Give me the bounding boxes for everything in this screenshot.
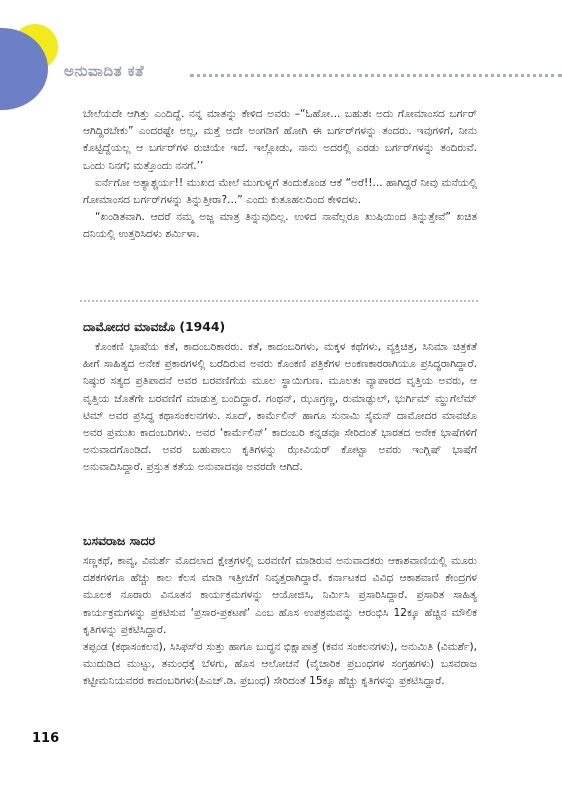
story-paragraph: “ಖಂಡಿತವಾಗಿ. ಆದರೆ ನಮ್ಮ ಅಜ್ಜ ಮಾತ್ರ ತಿನ್ನುವುದಿಲ್ಲ. ಉಳಿದ ನಾವೆಲ್ಲರೂ ಖುಷಿಯಿಂದ ತಿನ್ನುತ್ತೇವೆ” ಖಚಿತ ದನಿಯಲ್ಲಿ ಉತ್ತರಿಸಿದಳು ಶರ್ಮಿಳಾ. [83,211,477,241]
header-dotted-rule [190,74,562,77]
story-paragraph: ಐರ್ನೆಗೋ ಅತ್ಯಾಶ್ಚರ್ಯ!! ಮುಖದ ಮೇಲೆ ಮುಗುಳ್ನಗೆ ತಂದುಕೊಂಡ ಆಕೆ “ಅರೆ!!... ಹಾಗಿದ್ದರೆ ನೀವು ಮನೆಯಲ್ಲಿ ಗೋಮಾಂಸದ ಬರ್ಗರ್‌ಗಳನ್ನು ತಿನ್ನುತ್ತೀರಾ?...” ಎಂದು ಕುತೂಹಲದಿಂದ ಕೇಳಿದಳು. [83,176,477,207]
story-text-block [83,106,477,244]
section-divider [80,300,478,302]
section-header-title: ಅನುವಾದಿತ ಕತೆ [64,62,145,80]
author-name-heading: ದಾಮೋದರ ಮಾವಜೊ (1944) [83,319,226,334]
translator-bio-block [83,532,477,691]
story-paragraph: ಬೇಲೆಯದೇ ಆಗಿತ್ತು ಎಂದಿದ್ದೆ. ನನ್ನ ಮಾತನ್ನು ಕೇಳಿದ ಅವರು –“ಓಹೋ... ಬಹುಶಃ ಅದು ಗೋಮಾಂಸದ ಬರ್ಗರ್ ಆಗಿದ್ದಿರಬೇಕು” ಎಂದರಷ್ಟೇ ಅಲ್ಲ, ಮತ್ತೆ ಅದೇ ಅಂಗಡಿಗೆ ಹೋಗಿ ಈ ಬರ್ಗರ್‌ಗಳನ್ನು ತಂದರು. ಇವುಗಳಿಗೆ, ನೀನು ಕೊಟ್ಟಿದ್ದೆಯಲ್ಲ ಆ ಬರ್ಗರ್‌ಗಳ ರುಚಿಯೇ ಇದೆ. ಇಲ್ಲೋಡು, ನಾನು ಅದರಲ್ಲಿ ಎರಡು ಬರ್ಗರ್‌ಗಳನ್ನು ತಂದಿರುವೆ. ಒಂದು ನಿನಗೆ; ಮತ್ತೊಂದು ನನಗೆ.’’ [83,108,477,172]
translator-bio-text: ತಪ್ಪಂಡ (ಕಥಾಸಂಕಲನ), ಸಿಸಿಫಸ್‌ರ ಸುತ್ತು ಹಾಗೂ ಬುದ್ಧನ ಭಿಕ್ಷಾಪಾತ್ರೆ (ಕವನ ಸಂಕಲನಗಳು), ಅನುಮಿತಿ (ವಿಮರ್ಶೆ), ಮುದುಡಿದ ಮುಟ್ಟು, ತಮಂಧಕ್ಕೆ ಬೆಳಗು, ಹೊಸ ಆಲೋಚನೆ (ವೈಚಾರಿಕ ಪ್ರಬಂಧಗಳ ಸಂಗ್ರಹಗಳು) ಬಸವರಾಜ ಕಟ್ಟೀಮನಿಯವರರ ಕಾದಂಬರಿಗಳು(ಪಿಎಚ್.ಡಿ. ಪ್ರಬಂಧ) ಸೇರಿದಂತೆ 15ಕ್ಕೂ ಹೆಚ್ಚು ಕೃತಿಗಳನ್ನು ಪ್ರಕಟಿಸಿದ್ದಾರೆ. [83,641,477,688]
translator-bio-text: ಸಣ್ಣಕಥೆ, ಕಾವ್ಯ, ವಿಮರ್ಶೆ ಮೊದಲಾದ ಕ್ಷೇತ್ರಗಳಲ್ಲಿ ಬರವಣಿಗೆ ಮಾಡಿರುವ ಅನುವಾದಕರು ಆಕಾಶವಾಣಿಯಲ್ಲಿ ಮೂರು ದಶಕಗಳಿಗೂ ಹೆಚ್ಚು ಕಾಲ ಕೆಲಸ ಮಾಡಿ ಇತ್ತೀಚೆಗೆ ನಿವೃತ್ತರಾಗಿದ್ದಾರೆ. ಕರ್ನಾಟಕದ ವಿವಿಧ ಆಕಾಶವಾಣಿ ಕೇಂದ್ರಗಳ ಮೂಲಕ ನೂರಾರು ವಿನೂತನ ಕಾರ್ಯಕ್ರಮಗಳನ್ನು ಆಯೋಜಿಸಿ, ನಿರ್ಮಿಸಿ ಪ್ರಸಾರಿಸಿದ್ದಾರೆ. ಪ್ರಸಾರಿತ ಸಾಹಿತ್ಯ ಕಾರ್ಯಕ್ರಮಗಳನ್ನು ಪ್ರಕಟಿಸುವ ‘ಪ್ರಸಾರ-ಪ್ರಕಟಣೆ’ ಎಂಬ ಹೊಸ ಉಪಕ್ರಮವನ್ನು ಆರಂಭಿಸಿ 12ಕ್ಕೂ ಹೆಚ್ಚಿನ ಮೌಲಿಕ ಕೃತಿಗಳನ್ನು ಪ್ರಕಟಿಸಿದ್ದಾರೆ. [83,555,477,636]
author-bio-block [83,318,477,477]
author-bio-text: ಕೊಂಕಣಿ ಭಾಷೆಯ ಕತೆ, ಕಾದಂಬರಿಕಾರರು. ಕತೆ, ಕಾದಂಬರಿಗಳು, ಮಕ್ಕಳ ಕಥೆಗಳು, ವ್ಯಕ್ತಿಚಿತ್ರ, ಸಿನಿಮಾ ಚಿತ್ರಕತೆ ಹೀಗೆ ಸಾಹಿತ್ಯದ ಅನೇಕ ಪ್ರಕಾರಗಳಲ್ಲಿ ಬರೆದಿರುವ ಅವರು ಕೊಂಕಣಿ ಪತ್ರಿಕೆಗಳ ಅಂಕಣಕಾರರಾಗಿಯೂ ಪ್ರಸಿದ್ಧರಾಗಿದ್ದಾರೆ. ನಿಷ್ಠುರ ಸತ್ಯದ ಪ್ರತಿಪಾದನೆ ಅವರ ಬರವಣಿಗೆಯ ಮೂಲ ಸ್ಥಾಯಿಗುಣ. ಮೂಲತಃ ವ್ಯಾಪಾರದ ವೃತ್ತಿಯ ಅವರು, ಆ ವೃತ್ತಿಯ ಜೊತೆಗೇ ಬರವಣಿಗೆ ಮಾಡುತ್ತ ಬಂದಿದ್ದಾರೆ. ಗಂಥನ್, ಝೂಗ್ರಣ್ಣ, ರುಮಾಡ್ಫುಲ್, ಭುರ್ಗಿಮ್ ಮ್ಹುಗೆಲೆಮ್ ಟಿಮ್ ಅವರ ಪ್ರಸಿದ್ಧ ಕಥಾಸಂಕಲನಗಳು. ಸೂದ್, ಕಾರ್ಮೆಲಿನ್ ಹಾಗೂ ಸುನಾಮಿ ಸೈಮನ್ ದಾಮೋದರ ಮಾವಜೊ ಅವರ ಪ್ರಮುಖ ಕಾದಂಬರಿಗಳು. ಅವರ ‘ಕಾರ್ಮೆಲಿನ್’ ಕಾದಂಬರಿ ಕನ್ನಡವೂ ಸೇರಿದಂತೆ ಭಾರತದ ಅನೇಕ ಭಾಷೆಗಳಿಗೆ ಅನುವಾದಗೊಂಡಿದೆ. ಅವರ ಬಹುಪಾಲು ಕೃತಿಗಳನ್ನು ಝೇವಿಯರ್ ಕೋಟ್ಟಾ ಅವರು ಇಂಗ್ಲಿಷ್ ಭಾಷೆಗೆ ಅನುವಾದಿಸಿದ್ದಾರೆ. ಪ್ರಸ್ತುತ ಕತೆಯ ಅನುವಾದವೂ ಅವರದೇ ಆಗಿದೆ. [83,341,477,474]
page-number: 116 [32,731,60,746]
translator-name-heading: ಬಸವರಾಜ ಸಾದರ [83,533,156,548]
